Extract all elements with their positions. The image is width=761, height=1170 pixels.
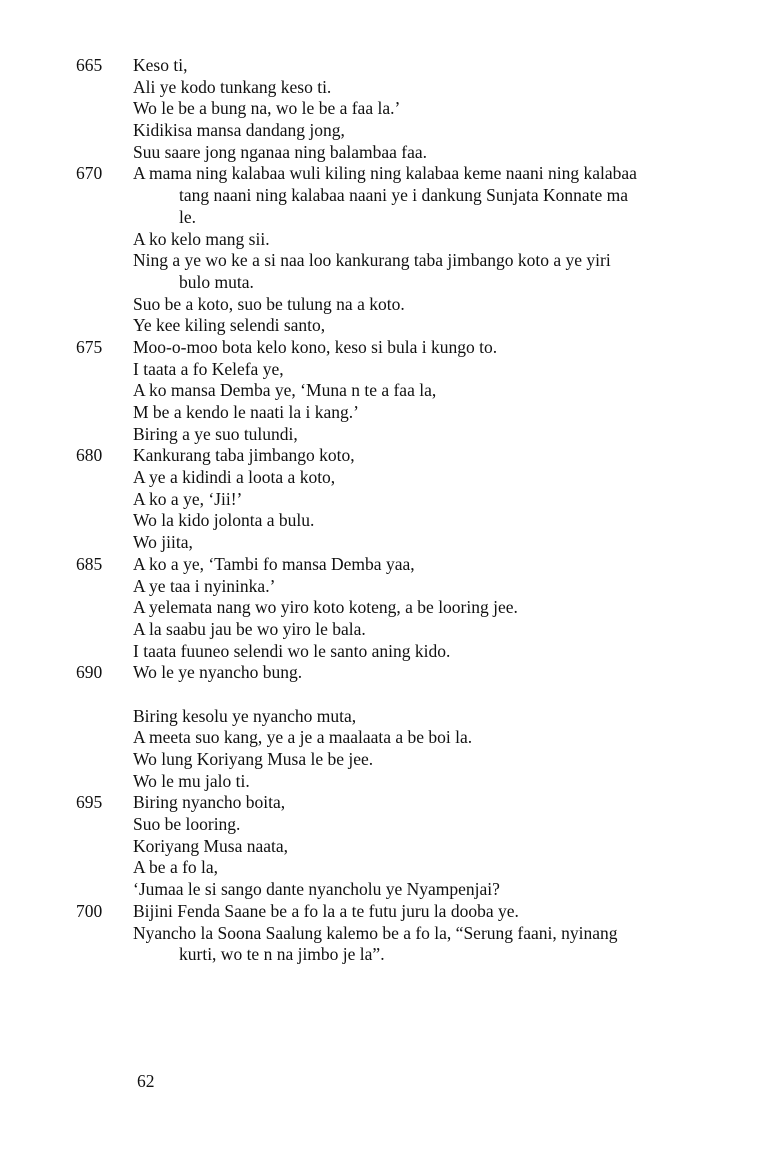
verse-line bbox=[0, 55, 761, 77]
line-text: I taata fuuneo selendi wo le santo aning kido. bbox=[133, 640, 451, 661]
line-text: Wo jiita, bbox=[133, 532, 193, 553]
verse-line bbox=[0, 923, 761, 945]
line-text: Suo be a koto, suo be tulung na a koto. bbox=[133, 293, 405, 314]
line-number: 700 bbox=[76, 900, 103, 921]
line-text: Wo la kido jolonta a bulu. bbox=[133, 510, 315, 531]
verse-line bbox=[0, 641, 761, 663]
line-text: A ko a ye, ‘Tambi fo mansa Demba yaa, bbox=[133, 553, 415, 574]
line-text: A ko kelo mang sii. bbox=[133, 228, 270, 249]
verse-line bbox=[0, 229, 761, 251]
line-text: Kidikisa mansa dandang jong, bbox=[133, 120, 345, 141]
line-text: Biring kesolu ye nyancho muta, bbox=[133, 705, 357, 726]
line-text: M be a kendo le naati la i kang.’ bbox=[133, 402, 359, 422]
line-text: Biring nyancho boita, bbox=[133, 792, 286, 813]
line-text: A ko mansa Demba ye, ‘Muna n te a faa la, bbox=[133, 380, 437, 401]
line-text: A be a fo la, bbox=[133, 857, 219, 878]
verse-line bbox=[0, 771, 761, 793]
page-number: 62 bbox=[137, 1071, 155, 1091]
verse-line bbox=[0, 576, 761, 598]
verse-line bbox=[0, 359, 761, 381]
verse-line-continuation bbox=[0, 272, 761, 294]
line-text: tang naani ning kalabaa naani ye i dankung Sunjata Konnate ma bbox=[179, 185, 629, 206]
line-text: A ye taa i nyininka.’ bbox=[133, 575, 276, 596]
line-text: Ali ye kodo tunkang keso ti. bbox=[133, 76, 332, 97]
verse-line bbox=[0, 510, 761, 532]
verse-line bbox=[0, 532, 761, 554]
line-text: Wo le ye nyancho bung. bbox=[133, 662, 303, 683]
line-text: Nyancho la Soona Saalung kalemo be a fo la, “Serung faani, nyinang bbox=[133, 922, 618, 943]
line-text: A ye a kidindi a loota a koto, bbox=[133, 467, 336, 488]
verse-line bbox=[0, 120, 761, 142]
line-text: bulo muta. bbox=[179, 271, 254, 292]
verse-line bbox=[0, 749, 761, 771]
verse-line bbox=[0, 727, 761, 749]
verse-line bbox=[0, 467, 761, 489]
line-text: A ko a ye, ‘Jii!’ bbox=[133, 488, 243, 509]
line-text: ‘Jumaa le si sango dante nyancholu ye Nyampenjai? bbox=[133, 879, 500, 900]
verse-line bbox=[0, 879, 761, 901]
verse-line bbox=[0, 836, 761, 858]
line-text: A la saabu jau be wo yiro le bala. bbox=[133, 618, 366, 639]
verse-line bbox=[0, 163, 761, 185]
line-text: I taata a fo Kelefa ye, bbox=[133, 358, 284, 379]
verse-line bbox=[0, 619, 761, 641]
line-number: 670 bbox=[76, 163, 103, 184]
verse-line bbox=[0, 662, 761, 684]
verse-line bbox=[0, 489, 761, 511]
line-number: 680 bbox=[76, 445, 103, 466]
line-number: 690 bbox=[76, 662, 103, 683]
verse-line bbox=[0, 597, 761, 619]
verse-line bbox=[0, 315, 761, 337]
verse-line bbox=[0, 706, 761, 728]
verse-line bbox=[0, 792, 761, 814]
verse-line bbox=[0, 98, 761, 120]
line-text: A mama ning kalabaa wuli kiling ning kalabaa keme naani ning kalabaa bbox=[133, 163, 637, 184]
verse-line bbox=[0, 554, 761, 576]
verse-line bbox=[0, 857, 761, 879]
line-number: 685 bbox=[76, 553, 103, 574]
line-text: kurti, wo te n na jimbo je la”. bbox=[179, 944, 385, 965]
verse-line bbox=[0, 424, 761, 446]
stanza-break bbox=[0, 684, 761, 706]
line-number: 675 bbox=[76, 336, 103, 357]
verse-line bbox=[0, 250, 761, 272]
line-text: Kankurang taba jimbango koto, bbox=[133, 445, 355, 466]
line-text: Koriyang Musa naata, bbox=[133, 835, 289, 856]
verse-line bbox=[0, 445, 761, 467]
verse-line-continuation bbox=[0, 944, 761, 966]
verse-line bbox=[0, 142, 761, 164]
line-text: le. bbox=[179, 206, 197, 227]
line-text: Suo be looring. bbox=[133, 814, 241, 835]
line-text: Suu saare jong nganaa ning balambaa faa. bbox=[133, 141, 427, 162]
verse-line bbox=[0, 77, 761, 99]
verse-line bbox=[0, 337, 761, 359]
verse-line bbox=[0, 294, 761, 316]
line-text: Wo lung Koriyang Musa le be jee. bbox=[133, 749, 374, 769]
line-number: 695 bbox=[76, 792, 103, 813]
line-text: A yelemata nang wo yiro koto koteng, a be looring jee. bbox=[133, 597, 518, 618]
verse-line bbox=[0, 814, 761, 836]
line-text: Ning a ye wo ke a si naa loo kankurang taba jimbango koto a ye yiri bbox=[133, 250, 611, 271]
verse-line-continuation bbox=[0, 207, 761, 229]
line-text: Keso ti, bbox=[133, 55, 188, 75]
line-text: Moo-o-moo bota kelo kono, keso si bula i kungo to. bbox=[133, 336, 498, 357]
line-text: Bijini Fenda Saane be a fo la a te futu juru la dooba ye. bbox=[133, 900, 519, 921]
line-number: 665 bbox=[76, 55, 103, 75]
verse-line bbox=[0, 402, 761, 424]
line-text: Biring a ye suo tulundi, bbox=[133, 423, 298, 444]
verse-line bbox=[0, 901, 761, 923]
verse-line bbox=[0, 380, 761, 402]
line-text: A meeta suo kang, ye a je a maalaata a be boi la. bbox=[133, 727, 473, 748]
verse-lines bbox=[0, 55, 761, 966]
line-text: Wo le mu jalo ti. bbox=[133, 770, 250, 791]
verse-line-continuation bbox=[0, 185, 761, 207]
line-text: Ye kee kiling selendi santo, bbox=[133, 315, 326, 336]
line-text: Wo le be a bung na, wo le be a faa la.’ bbox=[133, 98, 401, 119]
